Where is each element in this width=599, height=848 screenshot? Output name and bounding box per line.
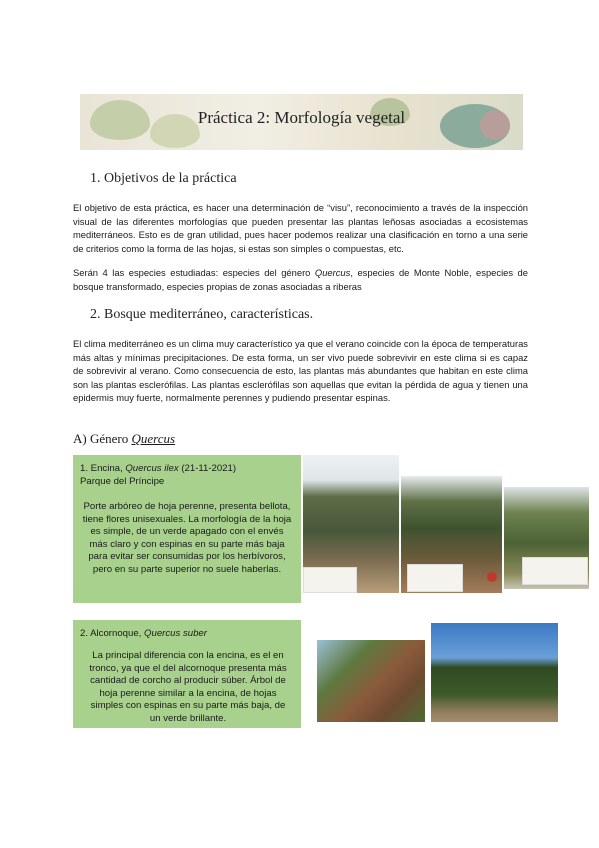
bosque-paragraph: El clima mediterráneo es un clima muy característico ya que el verano coincide con la época de temperaturas más altas y mínimas precipitaciones. De esta forma, un ser vivo puede sobrevivir en este clima si es capaz de sobrevivir al verano. Como consecuencia de esto, las plantas más abundantes que habitan en este clima son las plantas esclerófilas. Las plantas esclerófilas son aquellas que evitan la pérdida de agua y tienen una epidermis muy fuerte, normalmente perennes y pudiendo presentar espinas. xyxy=(73,338,528,404)
species-title: 2. Alcornoque, Quercus suber xyxy=(80,628,207,639)
species-location: Parque del Príncipe xyxy=(80,476,165,487)
species-card-alcornoque xyxy=(73,620,301,728)
header-banner xyxy=(80,94,523,150)
encina-photo-1 xyxy=(303,455,399,593)
alcornoque-photo-2 xyxy=(431,623,558,722)
species-title: 1. Encina, Quercus ilex (21-11-2021) xyxy=(80,463,237,474)
specimen-label xyxy=(303,567,357,593)
objetivos-paragraph: El objetivo de esta práctica, es hacer una determinación de “visu”, reconocimiento a través de la inspección visual de las diferentes morfologías que pueden presentar las plantas leñosas asociadas a ecosistemas mediterráneos. Esto es de gran utilidad, pues hacer podemos realizar una clasificación en torno a una serie de criterios como la forma de las hojas, si estas son simples o compuestas, etc. xyxy=(73,202,528,254)
encina-photo-2 xyxy=(401,476,502,593)
page-title: Práctica 2: Morfología vegetal xyxy=(197,108,406,127)
species-description: La principal diferencia con la encina, es el en tronco, ya que el del alcornoque presenta más cantidad de corcho al producir súber. Árbol de hoja perenne similar a la encina, de hojas simples con espinas en su parte más baja, de un verde brillante. xyxy=(89,650,287,724)
species-description: Porte arbóreo de hoja perenne, presenta bellota, tiene flores unisexuales. La morfología de la hoja es simple, de un verde apagado con el envés más claro y con espinas en su parte más baja para evitar ser consumidas por los herbívoros, pero en su parte superior no suele haberlas. xyxy=(82,501,292,575)
encina-photo-3 xyxy=(504,487,589,589)
section-heading-objetivos: 1. Objetivos de la práctica xyxy=(90,171,237,186)
subsection-heading: A) Género Quercus xyxy=(73,431,176,446)
specimen-label xyxy=(522,557,588,585)
marker-dot xyxy=(487,572,497,582)
specimen-label xyxy=(407,564,463,592)
especies-paragraph: Serán 4 las especies estudiadas: especies del género Quercus, especies de Monte Noble, especies de bosque transformado, especies propias de zonas asociadas a riberas xyxy=(73,267,528,292)
alcornoque-photo-1 xyxy=(317,640,425,722)
section-heading-bosque: 2. Bosque mediterráneo, características. xyxy=(90,307,314,322)
species-card-encina xyxy=(73,455,301,603)
